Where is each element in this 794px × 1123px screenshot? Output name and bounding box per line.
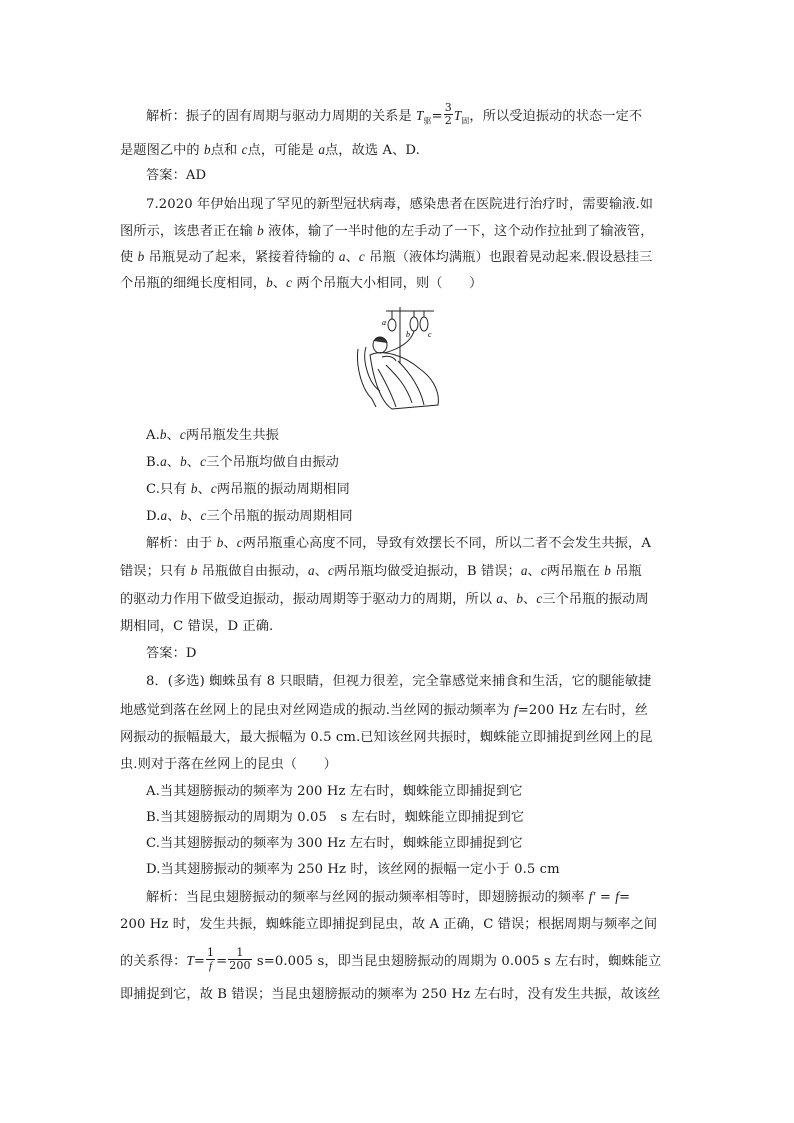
iv-drip-patient-illustration (352, 303, 444, 413)
q7-stem-line-2: 图所示，该患者正在输 b 液体，输了一半时他的左手动了一下，这个动作拉扯到了输液管， (120, 223, 654, 239)
q8-analysis-line-1: 解析：当昆虫翅膀振动的频率与丝网的振动频率相等时，即翅膀振动的频率 f′ = f= (146, 889, 631, 905)
blanket (370, 353, 438, 409)
q8-option-c: C.当其翅膀振动的频率为 300 Hz 左右时，蜘蛛能立即捕捉到它 (146, 836, 523, 851)
label-b: b (406, 330, 410, 339)
q7-stem-line-1: 7.2020 年伊始出现了罕见的新型冠状病毒，感染患者在医院进行治疗时，需要输液.如 (146, 197, 654, 212)
q7-option-d: D.a、b、c三个吊瓶的振动周期相同 (146, 508, 353, 524)
q8-option-b: B.当其翅膀振动的周期为 0.05 s 左右时，蜘蛛能立即捕捉到它 (146, 810, 525, 825)
q7-analysis-line-1: 解析：由于 b、c两吊瓶重心高度不同，导致有效摆长不同，所以二者不会发生共振，A (146, 535, 651, 551)
q8-stem-line-3: 网振动的振幅最大，最大振幅为 0.5 cm.已知该丝网共振时，蜘蛛能立即捕捉到丝网上的昆 (120, 730, 653, 745)
q8-analysis-line-4: 即捕捉到它，故 B 错误；当昆虫翅膀振动的频率为 250 Hz 左右时，没有发生共振，故该丝 (120, 987, 661, 1002)
q8-stem-line-2: 地感觉到落在丝网上的昆虫对丝网造成的振动.当丝网的振动频率为 f=200 Hz 左右时，丝 (120, 702, 648, 718)
q7-stem-line-3: 使 b 吊瓶晃动了起来，紧接着待输的 a、c 吊瓶（液体均满瓶）也跟着晃动起来.假设悬挂三 (120, 249, 653, 265)
bottle-a (388, 319, 396, 331)
q7-analysis-line-3: 的驱动力作用下做受迫振动，振动周期等于驱动力的周期，所以 a、b、c三个吊瓶的振动周 (120, 591, 649, 607)
q7-option-c: C.只有 b、c两吊瓶的振动周期相同 (146, 481, 350, 497)
fraction-1-over-200: $\frac{1}{200}$ (229, 946, 251, 972)
q6-analysis-line-2: 是题图乙中的 b点和 c点，可能是 a点，故选 A、D. (120, 142, 420, 158)
q7-answer: 答案：D (146, 646, 197, 661)
q7-analysis-line-4: 期相同，C 错误，D 正确. (120, 619, 274, 634)
q8-analysis-line-3: 的关系得：T= $\frac{1}{f}$ = $\frac{1}{200}$ s=0.005 s，即当昆虫翅膀振动的周期为 0.005 s 左右时，蜘蛛能立 (120, 946, 662, 972)
q7-option-b: B.a、b、c三个吊瓶均做自由振动 (146, 454, 339, 470)
q8-option-a: A.当其翅膀振动的频率为 200 Hz 左右时，蜘蛛能立即捕捉到它 (146, 784, 523, 799)
q8-option-d: D.当其翅膀振动的频率为 250 Hz 时，该丝网的振幅一定小于 0.5 cm (146, 862, 560, 877)
fraction-3-2: $\frac{3}{2}$ (444, 101, 452, 127)
q6-analysis-line-1: 解析：振子的固有周期与驱动力周期的关系是 $T_驱=$ $\frac{3}{2}$ $T_固$，所以受迫振动的状态一定不 (146, 101, 643, 127)
bottle-b (410, 317, 418, 331)
bottle-c (420, 317, 428, 331)
q8-stem-line-4: 虫.则对于落在丝网上的昆虫（ ） (120, 757, 337, 772)
fraction-1-over-f: $\frac{1}{f}$ (207, 946, 215, 972)
label-c: c (428, 330, 432, 339)
q8-analysis-line-2: 200 Hz 时，发生共振，蜘蛛能立即捕捉到昆虫，故 A 正确，C 错误；根据周期与频率之间 (120, 917, 658, 932)
bed-frame (358, 349, 376, 407)
q7-option-a: A.b、c两吊瓶发生共振 (146, 427, 279, 443)
q8-stem-line-1: 8．(多选) 蜘蛛虽有 8 只眼睛，但视力很差，完全靠感觉来捕食和生活，它的腿能敏捷 (146, 674, 652, 689)
q7-analysis-line-2: 错误；只有 b 吊瓶做自由振动，a、c两吊瓶均做受迫振动，B 错误；a、c两吊瓶在 b 吊瓶 (120, 563, 642, 579)
q7-stem-line-4: 个吊瓶的细绳长度相同，b、c 两个吊瓶大小相同，则（ ） (120, 275, 483, 291)
label-a: a (382, 318, 386, 327)
q6-answer: 答案：AD (146, 168, 207, 183)
